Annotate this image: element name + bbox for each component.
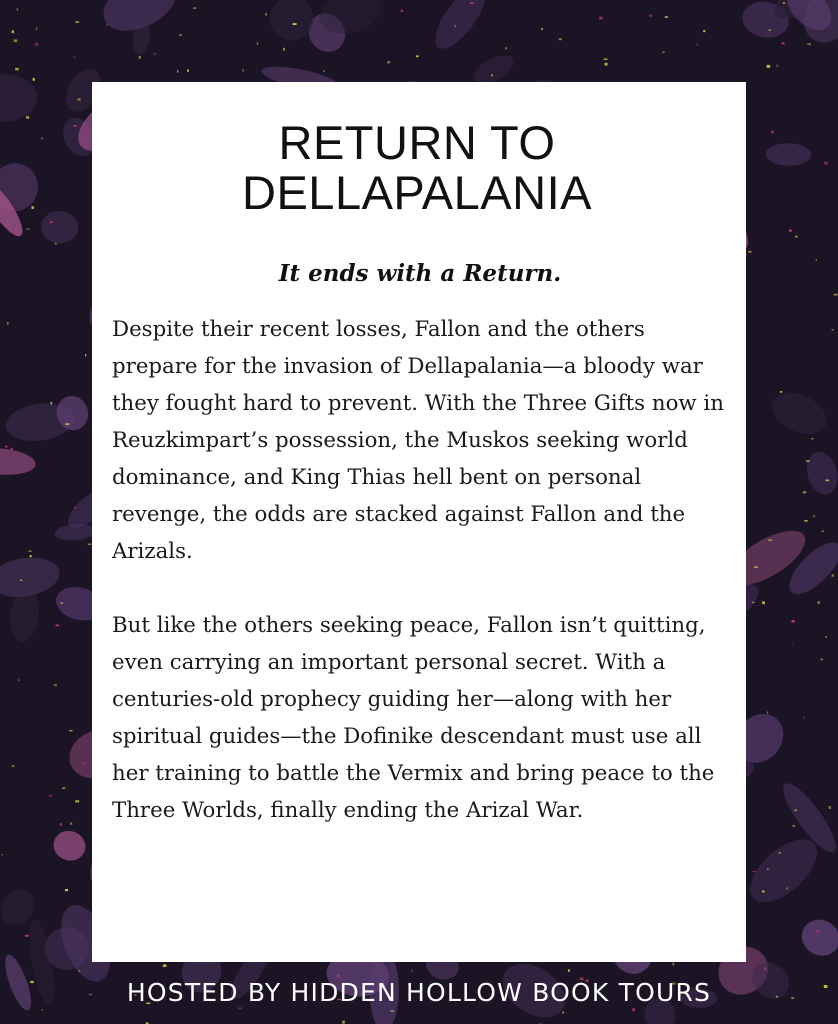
speckle-dot: [834, 294, 838, 296]
speckle-dot: [807, 43, 811, 45]
speckle-dot: [65, 423, 69, 425]
speckle-dot: [15, 68, 19, 70]
speckle-dot: [74, 507, 76, 509]
speckle-dot: [75, 800, 79, 802]
speckle-dot: [762, 891, 765, 893]
speckle-dot: [754, 566, 758, 568]
speckle-dot: [33, 78, 35, 81]
speckle-dot: [12, 31, 14, 34]
speckle-dot: [177, 70, 178, 73]
speckle-dot: [12, 765, 14, 766]
speckle-dot: [78, 970, 80, 971]
speckle-dot: [829, 806, 831, 809]
speckle-dot: [491, 74, 493, 76]
speckle-dot: [822, 531, 824, 532]
blurb-card: [92, 82, 746, 962]
speckle-dot: [283, 48, 284, 51]
speckle-dot: [779, 852, 781, 853]
speckle-dot: [821, 659, 823, 661]
host-credit: HOSTED BY HIDDEN HOLLOW BOOK TOURS: [126, 978, 712, 1007]
speckle-dot: [411, 969, 412, 972]
speckle-dot: [672, 963, 674, 966]
speckle-dot: [82, 763, 85, 765]
speckle-dot: [70, 823, 72, 825]
speckle-dot: [337, 975, 340, 978]
speckle-dot: [187, 70, 189, 72]
speckle-dot: [665, 16, 668, 18]
speckle-dot: [387, 61, 390, 63]
speckle-dot: [752, 602, 754, 603]
speckle-dot: [813, 515, 815, 517]
speckle-dot: [663, 52, 665, 53]
speckle-dot: [55, 243, 57, 245]
speckle-dot: [772, 131, 774, 133]
speckle-dot: [26, 116, 29, 119]
speckle-dot: [17, 8, 18, 10]
speckle-dot: [769, 30, 771, 31]
speckle-dot: [767, 65, 771, 68]
speckle-dot: [804, 520, 808, 521]
speckle-dot: [2, 854, 3, 855]
speckle-dot: [568, 969, 570, 972]
speckle-dot: [559, 38, 562, 40]
book-title: [192, 118, 642, 218]
speckle-dot: [696, 44, 698, 46]
speckle-dot: [238, 1008, 242, 1009]
speckle-dot: [748, 251, 751, 253]
synopsis-paragraph-2: But like the others seeking peace, Fallon isn’t quitting, even carrying an important personal secret. With a centuries-old prophecy guiding her—along with her spiritual guides—the Dofinike descendant must use all her training to battle the Vermix and bring peace to the Three Worlds, finally ending the Arizal War.: [112, 613, 715, 823]
speckle-dot: [605, 63, 608, 66]
synopsis-paragraph-1: Despite their recent losses, Fallon and the others prepare for the invasion of Dellapalania—a bloody war they fought hard to prevent. With the Three Gifts now in Reuzkimpart’s possession, the Muskos seeking world dominance, and King Thias hell bent on personal revenge, the odds are stacked against Fallon and the Arizals.: [112, 317, 724, 564]
speckle-dot: [792, 644, 793, 645]
speckle-dot: [42, 1009, 43, 1010]
speckle-dot: [803, 717, 805, 719]
speckle-dot: [806, 461, 810, 462]
speckle-dot: [324, 70, 325, 71]
speckle-dot: [50, 221, 53, 223]
speckle-dot: [455, 25, 457, 27]
speckle-dot: [390, 1010, 394, 1012]
speckle-dot: [782, 42, 785, 44]
speckle-dot: [703, 30, 705, 32]
speckle-dot: [505, 47, 507, 49]
speckle-dot: [36, 27, 37, 30]
speckle-dot: [265, 13, 267, 15]
speckle-dot: [29, 551, 32, 552]
speckle-dot: [25, 935, 29, 937]
speckle-dot: [14, 39, 18, 42]
speckle-dot: [179, 35, 182, 36]
speckle-dot: [78, 98, 81, 100]
speckle-dot: [85, 354, 86, 356]
speckle-dot: [31, 206, 34, 209]
speckle-dot: [826, 636, 827, 638]
speckle-dot: [20, 580, 22, 581]
speckle-dot: [26, 229, 30, 230]
speckle-dot: [293, 23, 297, 25]
speckle-dot: [825, 480, 829, 482]
speckle-dot: [795, 236, 797, 238]
speckle-dot: [816, 930, 819, 933]
speckle-dot: [5, 446, 8, 448]
speckle-dot: [106, 24, 108, 25]
speckle-dot: [470, 2, 474, 4]
speckle-dot: [60, 823, 62, 826]
speckle-dot: [10, 448, 13, 450]
speckle-dot: [777, 65, 778, 68]
speckle-dot: [767, 712, 768, 714]
speckle-dot: [7, 322, 9, 325]
speckle-dot: [62, 788, 65, 789]
speckle-dot: [789, 230, 792, 232]
speckle-dot: [69, 730, 72, 732]
speckle-dot: [649, 15, 652, 17]
speckle-dot: [416, 55, 419, 57]
title-line-2: DELLAPALANIA: [242, 166, 592, 219]
speckle-dot: [783, 2, 785, 4]
speckle-dot: [753, 871, 756, 872]
speckle-dot: [193, 7, 196, 8]
speckle-dot: [818, 601, 820, 604]
speckle-dot: [88, 544, 92, 545]
speckle-dot: [824, 162, 828, 165]
speckle-dot: [811, 438, 814, 439]
speckle-dot: [599, 17, 602, 20]
speckle-dot: [401, 10, 403, 12]
speckle-dot: [794, 810, 797, 811]
speckle-dot: [35, 43, 39, 46]
title-line-1: RETURN TO: [278, 116, 556, 169]
speckle-dot: [257, 42, 258, 44]
speckle-dot: [541, 28, 543, 30]
speckle-dot: [768, 539, 772, 541]
speckle-dot: [54, 684, 57, 686]
speckle-dot: [49, 795, 53, 797]
speckle-dot: [56, 625, 60, 627]
speckle-dot: [342, 1021, 345, 1024]
speckle-dot: [764, 968, 766, 971]
speckle-dot: [762, 601, 765, 604]
speckle-dot: [65, 889, 68, 891]
speckle-dot: [816, 259, 817, 260]
speckle-dot: [75, 21, 79, 23]
speckle-dot: [243, 69, 244, 71]
speckle-dot: [604, 59, 608, 61]
speckle-dot: [832, 574, 834, 577]
speckle-dot: [792, 620, 795, 623]
speckle-dot: [780, 391, 782, 393]
speckle-dot: [30, 555, 32, 557]
speckle-dot: [562, 1012, 564, 1014]
speckle-dot: [832, 329, 834, 330]
speckle-dot: [74, 125, 77, 127]
speckle-dot: [139, 56, 141, 59]
speckle-dot: [163, 964, 167, 967]
speckle-dot: [793, 825, 796, 826]
speckle-dot: [41, 137, 43, 139]
tagline: It ends with a Return.: [278, 260, 562, 287]
speckle-dot: [632, 1009, 635, 1012]
speckle-dot: [767, 868, 769, 870]
speckle-dot: [61, 602, 64, 604]
speckle-dot: [17, 679, 20, 681]
speckle-dot: [73, 57, 76, 58]
speckle-dot: [51, 402, 53, 405]
speckle-dot: [803, 492, 806, 494]
speckle-dot: [787, 887, 788, 889]
speckle-dot: [153, 53, 157, 54]
